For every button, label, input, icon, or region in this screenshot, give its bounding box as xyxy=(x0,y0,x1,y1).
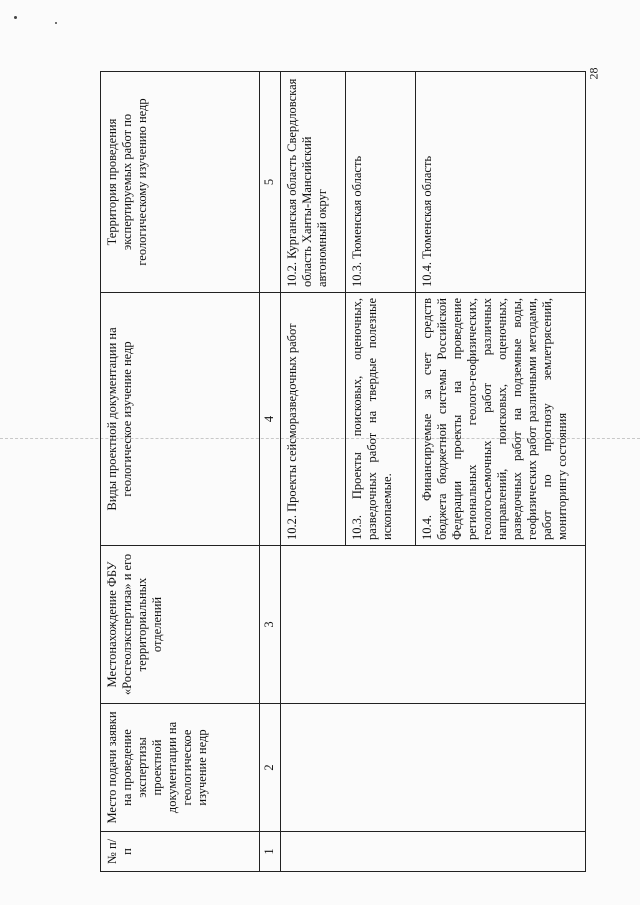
table-row xyxy=(281,72,346,872)
header-doc-types: Виды проектной документации на геологическое изучение недр xyxy=(101,293,260,546)
header-row xyxy=(101,72,260,872)
header-location: Местонахождение ФБУ «Росгеолэкспертиза» и его территориальных отделений xyxy=(101,546,260,704)
territory-cell: 10.2. Курганская область Свердловская область Ханты-Мансийский автономный округ xyxy=(281,72,346,293)
page-number: 28 xyxy=(586,67,601,80)
empty-cell xyxy=(281,704,586,832)
scan-speck xyxy=(55,22,57,24)
col-number: 5 xyxy=(260,72,281,293)
header-application-place: Место подачи заявки на проведение экспертизы проектной документации на геологическое изучение недр xyxy=(101,704,260,832)
header-num: № п/п xyxy=(101,832,260,872)
col-number: 3 xyxy=(260,546,281,704)
doc-type-cell: 10.3. Проекты поисковых, оценочных, разведочных работ на твердые полезные ископаемые. xyxy=(346,293,416,546)
expertise-table xyxy=(100,71,586,872)
scan-speck xyxy=(14,16,17,19)
territory-cell: 10.3. Тюменская область xyxy=(346,72,416,293)
rotated-table-wrapper xyxy=(100,72,590,872)
empty-cell xyxy=(281,832,586,872)
doc-type-cell: 10.2. Проекты сейсморазведочных работ xyxy=(281,293,346,546)
territory-cell: 10.4. Тюменская область xyxy=(416,72,586,293)
col-number: 2 xyxy=(260,704,281,832)
col-number: 1 xyxy=(260,832,281,872)
doc-type-cell: 10.4. Финансируемые за счет средств бюджета бюджетной системы Российской Федерации проекты на проведение региональных геолого-геофизических, геологосъемочных работ различных направлений, поисковых, оценочных, разведочных работ на подземные воды, геофизических работ различными методами, работ по прогнозу землетрясений, мониторингу состояния xyxy=(416,293,586,546)
header-territory: Территория проведения экспертируемых работ по геологическому изучению недр xyxy=(101,72,260,293)
empty-cell xyxy=(281,546,586,704)
col-number: 4 xyxy=(260,293,281,546)
column-number-row xyxy=(260,72,281,872)
